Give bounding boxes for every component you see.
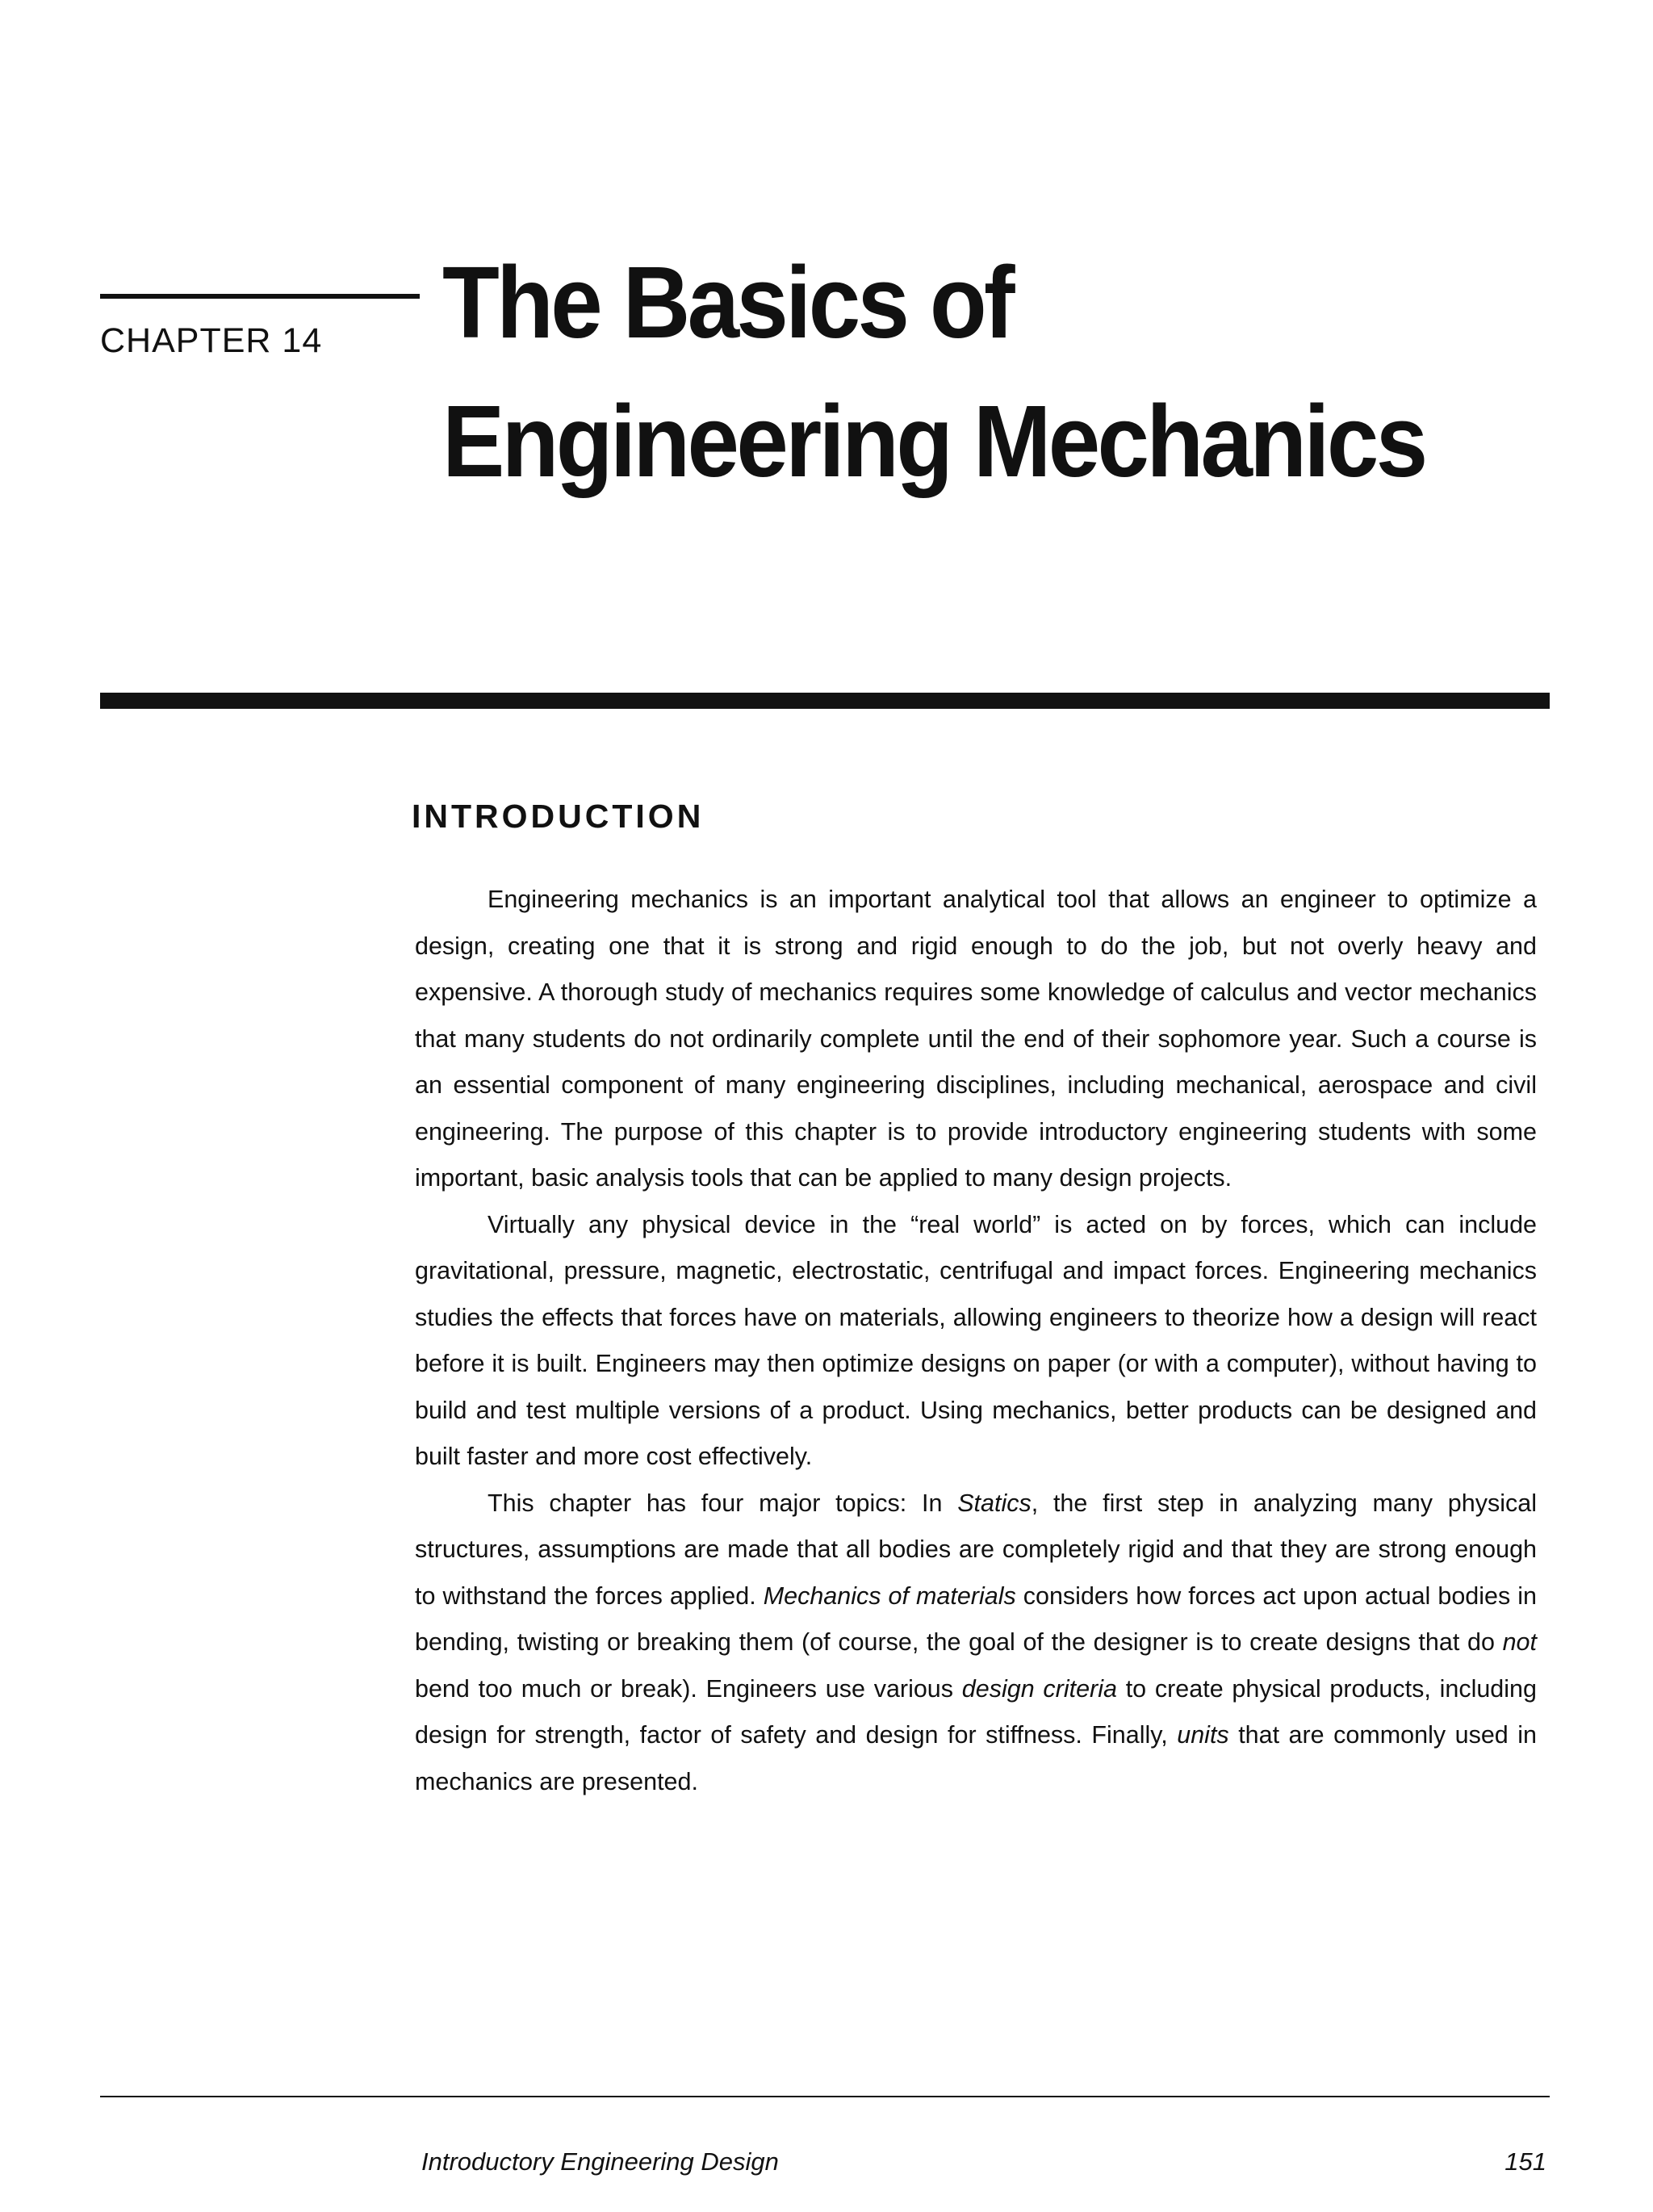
paragraph-3 <box>415 1481 1537 1806</box>
footer-rule <box>100 2096 1550 2097</box>
page-number: 151 <box>1504 2147 1546 2176</box>
title-divider <box>100 693 1550 709</box>
body-text <box>415 877 1537 1805</box>
paragraph-3-text: bend too much or break). Engineers use various <box>415 1674 962 1703</box>
paragraph-3-text: that are commonly used in mechanics are presented. <box>415 1721 1537 1795</box>
chapter-title-line-1: The Basics of <box>442 245 1012 359</box>
section-heading: INTRODUCTION <box>412 798 705 835</box>
chapter-title <box>442 242 1425 502</box>
footer-book-title: Introductory Engineering Design <box>421 2147 779 2176</box>
paragraph-3-emphasis: Statics <box>957 1489 1032 1517</box>
paragraph-3-text: to create physical products, including design for strength, factor of safety and design for stiffness. Finally, <box>415 1674 1537 1749</box>
paragraph-1: Engineering mechanics is an important analytical tool that allows an engineer to optimize a design, creating one that it is strong and rigid enough to do the job, but not overly heavy and expensive. A thorough study of mechanics requires some knowledge of calculus and vector mechanics that many students do not ordinarily complete until the end of their sophomore year. Such a course is an essential component of many engineering disciplines, including mechanical, aerospace and civil engineering. The purpose of this chapter is to provide introductory engineering students with some important, basic analysis tools that can be applied to many design projects. <box>415 886 1537 1192</box>
paragraph-3-emphasis: design criteria <box>961 1674 1117 1703</box>
paragraph-3-text: , the first step in analyzing many physical structures, assumptions are made that all bodies are completely rigid and that they are strong enough to withstand the forces applied. <box>415 1489 1537 1610</box>
chapter-label: CHAPTER 14 <box>100 321 323 360</box>
paragraph-3-emphasis: units <box>1177 1721 1229 1749</box>
paragraph-3-emphasis: not <box>1502 1628 1537 1656</box>
paragraph-2: Virtually any physical device in the “real world” is acted on by forces, which can include gravitational, pressure, magnetic, electrostatic, centrifugal and impact forces. Engineering mechanics studies the effects that forces have on materials, allowing engineers to theorize how a design will react before it is built. Engineers may then optimize designs on paper (or with a computer), without having to build and test multiple versions of a product. Using mechanics, better products can be designed and built faster and more cost effectively. <box>415 1210 1537 1470</box>
chapter-rule <box>100 294 420 299</box>
paragraph-3-text: considers how forces act upon actual bodies in bending, twisting or breaking them (of course, the goal of the designer is to create designs that do <box>415 1581 1537 1656</box>
paragraph-3-emphasis: Mechanics of materials <box>763 1581 1016 1610</box>
chapter-title-line-2: Engineering Mechanics <box>442 384 1425 498</box>
paragraph-3-text: This chapter has four major topics: In <box>488 1489 958 1517</box>
